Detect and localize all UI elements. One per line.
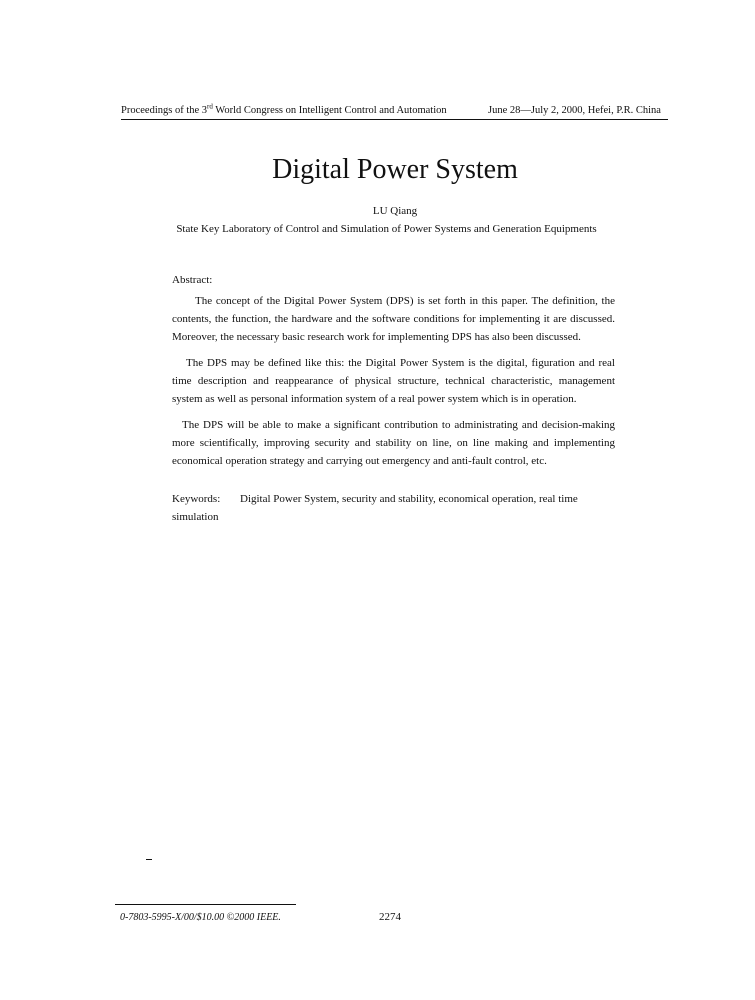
abstract-heading: Abstract: (172, 274, 213, 286)
stray-mark (146, 859, 152, 860)
page-number: 2274 (379, 911, 401, 923)
abstract-paragraph: The DPS will be able to make a significant contribution to administrating and decision-making more scientifically, improving security and stability on line, on line making and implementing economical operation strategy and carrying out emergency and anti-fault control, etc. (172, 419, 615, 467)
keywords-label: Keywords: (172, 493, 221, 505)
keywords-section (172, 490, 615, 526)
abstract-paragraph: The DPS may be defined like this: the Digital Power System is the digital, figuration and real time description and reappearance of physical structure, technical characteristic, management system as well as personal information system of a real power system which is in operation. (172, 357, 615, 405)
running-header (121, 104, 668, 120)
paper-title: Digital Power System (272, 154, 518, 185)
proceedings-title (121, 104, 447, 118)
author-affiliation: State Key Laboratory of Control and Simulation of Power Systems and Generation Equipments (176, 223, 597, 235)
conference-dates-location: June 28—July 2, 2000, Hefei, P.R. China (488, 105, 661, 116)
abstract-paragraph: The concept of the Digital Power System (DPS) is set forth in this paper. The definition, the contents, the function, the hardware and the software conditions for implementing it are discussed. Moreover, the necessary basic research work for implementing DPS has also been discussed. (172, 295, 615, 343)
author-name: LU Qiang (372, 205, 418, 217)
keywords-text: Digital Power System, security and stability, economical operation, real time simulation (172, 493, 578, 523)
footnote-divider (115, 904, 296, 905)
proceedings-prefix: Proceedings of the 3 (121, 105, 208, 116)
copyright-notice: 0-7803-5995-X/00/$10.00 ©2000 IEEE. (120, 912, 281, 923)
ordinal-superscript: rd (207, 102, 213, 111)
proceedings-suffix: World Congress on Intelligent Control and Automation (212, 105, 447, 116)
